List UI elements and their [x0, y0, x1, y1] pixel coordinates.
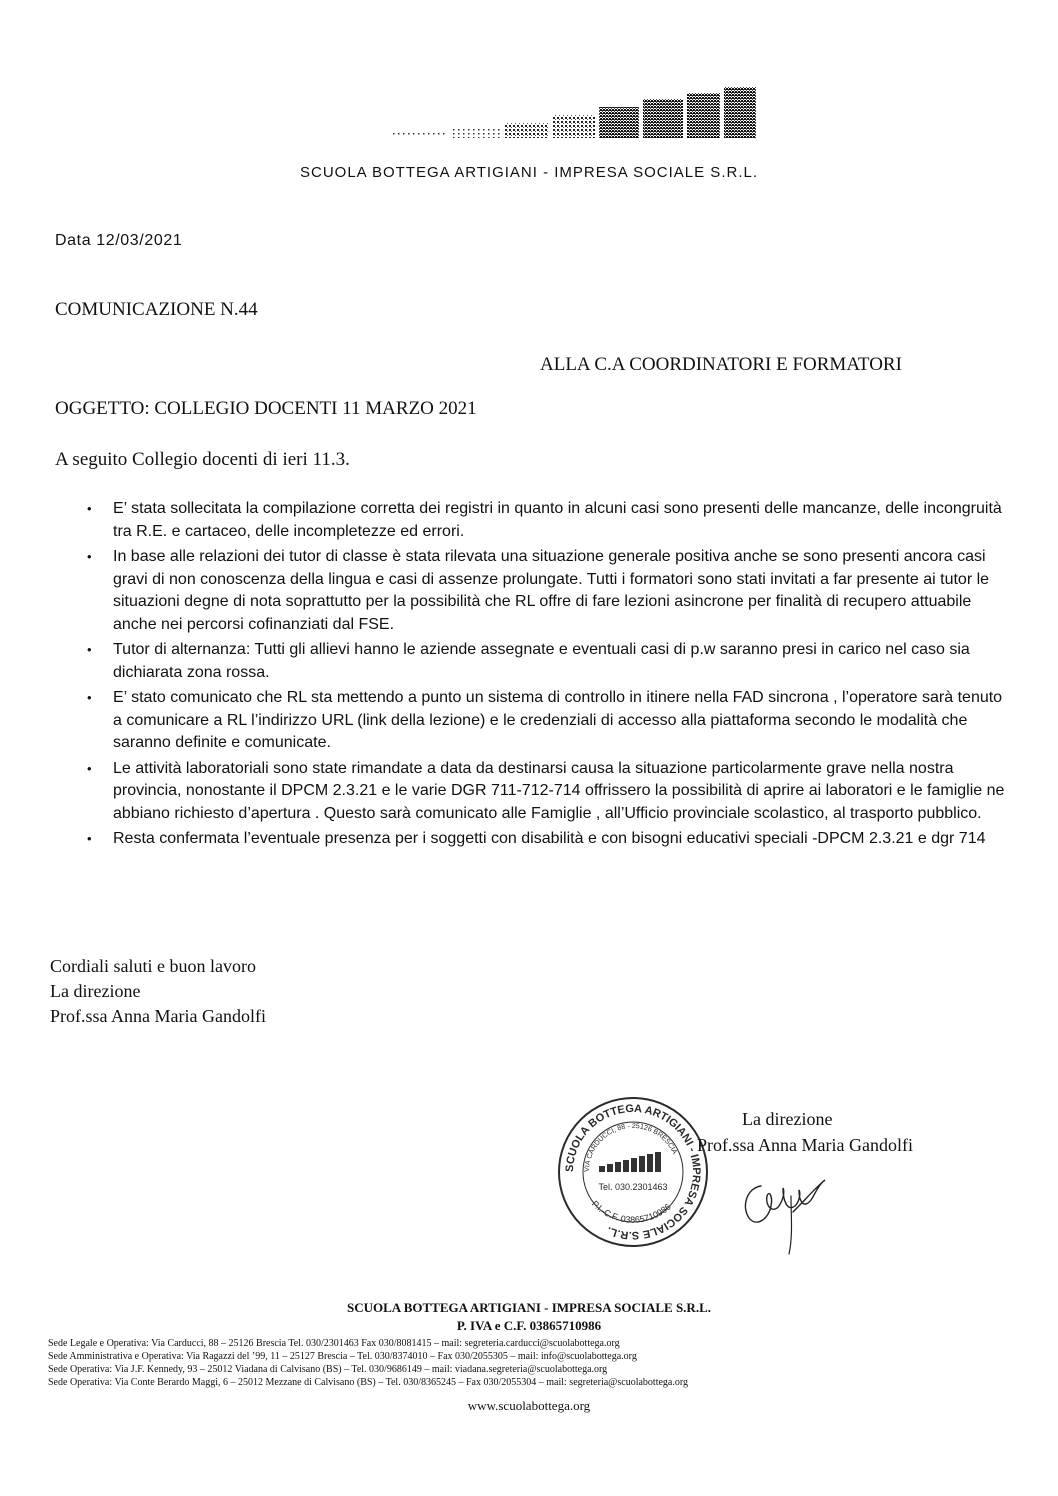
- stamp-outer-text: SCUOLA BOTTEGA ARTIGIANI - IMPRESA SOCIALE S.R.L.: [563, 1102, 703, 1242]
- stamp-tax-text: P.I.-C.F. 03865710986: [589, 1198, 673, 1225]
- bullet-symbol: •: [87, 760, 92, 776]
- bullet-item: [85, 639, 1010, 684]
- bullet-symbol: •: [87, 549, 92, 564]
- bullet-text: Tutor di alternanza: Tutti gli allievi hanno le aziende assegnate e eventuali casi di p.w saranno presi in carico nel caso sia dichiarata zona rossa.: [113, 641, 970, 681]
- recipient-line: ALLA C.A COORDINATORI E FORMATORI: [540, 354, 902, 375]
- footer-office-line: Sede Operativa: Via Conte Berardo Maggi, 6 – 25012 Mezzane di Calvisano (BS) – Tel. 030/8365245 – Fax 030/2055304 – mail: segreteria@scuolabottega.org: [48, 1377, 689, 1388]
- bullet-list: [85, 498, 1010, 854]
- bullet-text: E’ stata sollecitata la compilazione corretta dei registri in quanto in alcuni casi sono presenti delle mancanze, delle incongruità tra R.E. e cartaceo, delle incompletezze ed errori.: [113, 500, 1002, 540]
- school-logo: [393, 85, 758, 145]
- stamp-address-text: VIA CARDUCCI, 88 - 25126 BRESCIA: [583, 1122, 678, 1173]
- bullet-symbol: •: [87, 501, 92, 516]
- bullet-text: Resta confermata l’eventuale presenza per i soggetti con disabilità e con bisogni educativi speciali -DPCM 2.3.21 e dgr 714: [113, 830, 986, 847]
- intro-paragraph: A seguito Collegio docenti di ieri 11.3.: [55, 449, 350, 470]
- bullet-item: [85, 758, 1010, 826]
- bullet-text: In base alle relazioni dei tutor di classe è stata rilevata una situazione generale positiva anche se sono presenti ancora casi gravi di non conoscenza della lingua e casi di assenze prolungate. Tutti i formatori sono stati invitati a far presente ai tutor le situazioni degne di nota soprattutto per la possibilità che RL offre di fare lezioni asincrone per finalità di recupero attuabile anche nei percorsi cofinanziati dal FSE.: [113, 548, 990, 633]
- bullet-symbol: •: [87, 690, 92, 705]
- bullet-item: [85, 546, 1010, 636]
- svg-text:P.I.-C.F. 03865710986: [590, 1199, 673, 1225]
- bullet-symbol: •: [87, 642, 92, 657]
- bullet-item: [85, 828, 1010, 851]
- subject-line: OGGETTO: COLLEGIO DOCENTI 11 MARZO 2021: [55, 398, 477, 419]
- footer-office-line: Sede Operativa: Via J.F. Kennedy, 93 – 25012 Viadana di Calvisano (BS) – Tel. 030/9686149 – mail: viadana.segreteria@scuolabottega.org: [48, 1364, 608, 1375]
- footer-organization: SCUOLA BOTTEGA ARTIGIANI - IMPRESA SOCIALE S.R.L.: [347, 1300, 711, 1315]
- footer-tax-id: P. IVA e C.F. 03865710986: [456, 1318, 602, 1333]
- stamp-phone: Tel. 030.2301463: [598, 1182, 668, 1192]
- signature-name: Prof.ssa Anna Maria Gandolfi: [697, 1135, 913, 1155]
- closing-greeting: Cordiali saluti e buon lavoro: [50, 956, 256, 976]
- signature-block: [697, 1106, 913, 1158]
- closing-block: [50, 954, 266, 1029]
- footer-office-line: Sede Amministrativa e Operativa: Via Ragazzi del ’99, 11 – 25127 Brescia – Tel. 030/8374010 – Fax 030/2055305 – mail: info@scuolabottega.org: [48, 1351, 637, 1362]
- school-stamp: [553, 1092, 713, 1252]
- letterhead-title: SCUOLA BOTTEGA ARTIGIANI - IMPRESA SOCIALE S.R.L.: [299, 164, 758, 181]
- bullet-text: Le attività laboratoriali sono state rimandate a data da destinarsi causa la situazione particolarmente grave nella nostra provincia, nonostante il DPCM 2.3.21 e le varie DGR 711-712-714 offrissero la possibilità di aprire ai laboratori e le famiglie ne abbiano richiesto d’apertura . Questo sarà comunicato alle Famiglie , all’Ufficio provinciale scolastico, al trasporto pubblico.: [113, 759, 1005, 822]
- communication-number: COMUNICAZIONE N.44: [55, 299, 258, 320]
- bullet-symbol: •: [87, 831, 92, 846]
- closing-name: Prof.ssa Anna Maria Gandolfi: [50, 1006, 266, 1026]
- handwritten-signature: [733, 1166, 843, 1256]
- footer-website: www.scuolabottega.org: [467, 1398, 591, 1413]
- signature-department: La direzione: [742, 1109, 833, 1129]
- stamp-mini-logo: [599, 1152, 661, 1172]
- bullet-item: [85, 498, 1010, 543]
- document-date: Data 12/03/2021: [55, 232, 183, 249]
- closing-department: La direzione: [50, 981, 141, 1001]
- bullet-text: E’ stato comunicato che RL sta mettendo a punto un sistema di controllo in itinere nella FAD sincrona , l’operatore sarà tenuto a comunicare a RL l’indirizzo URL (link della lezione) e le credenziali di accesso alla piattaforma secondo le modalità che saranno definite e comunicate.: [113, 689, 1003, 751]
- bullet-item: [85, 687, 1010, 755]
- footer-office-line: Sede Legale e Operativa: Via Carducci, 88 – 25126 Brescia Tel. 030/2301463 Fax 030/8081415 – mail: segreteria.carducci@scuolabottega.org: [48, 1338, 620, 1349]
